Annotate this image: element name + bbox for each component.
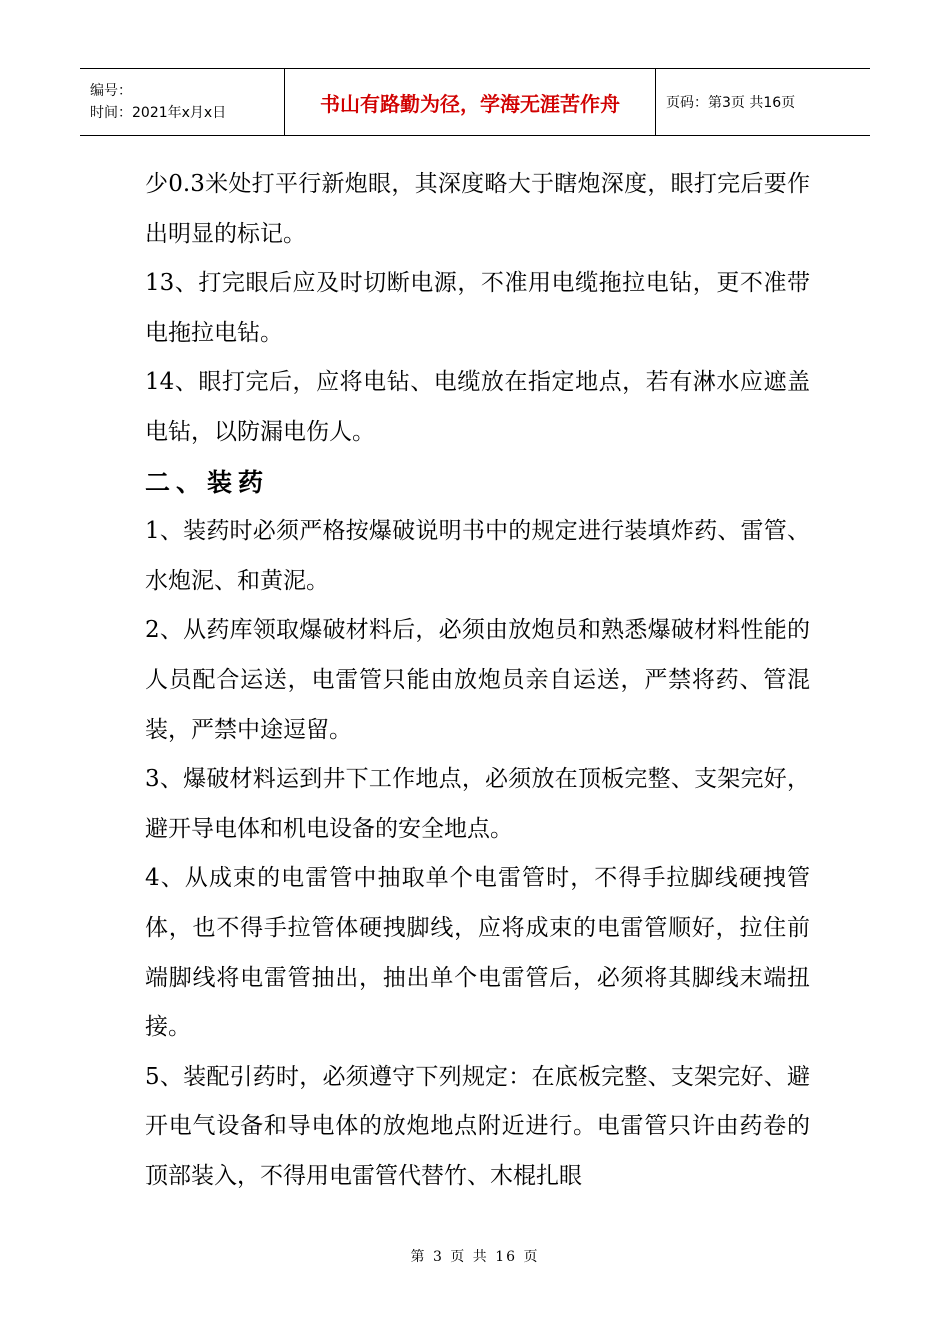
header-page-info: 页码：第3页 共16页 <box>666 95 796 111</box>
doc-time-label: 时间：2021年x月x日 <box>90 105 227 121</box>
header-motto-cell <box>284 69 656 135</box>
paragraph-3: 3、爆破材料运到井下工作地点，必须放在顶板完整、支架完好，避开导电体和机电设备的安全地点。 <box>145 766 810 842</box>
paragraph-continued: 少0.3米处打平行新炮眼，其深度略大于瞎炮深度，眼打完后要作出明显的标记。 <box>145 171 810 247</box>
paragraph-4: 4、从成束的电雷管中抽取单个电雷管时，不得手拉脚线硬拽管体，也不得手拉管体硬拽脚线，应将成束的电雷管顺好，拉住前端脚线将电雷管抽出，抽出单个电雷管后，必须将其脚线末端扭接。 <box>145 865 810 1041</box>
header-motto: 书山有路勤为径，学海无涯苦作舟 <box>320 91 620 116</box>
section-title: 二、装药 <box>145 467 270 497</box>
paragraph-14: 14、眼打完后，应将电钻、电缆放在指定地点，若有淋水应遮盖电钻，以防漏电伤人。 <box>145 369 810 445</box>
header-meta <box>80 69 284 135</box>
page-header <box>80 68 870 136</box>
paragraph-13: 13、打完眼后应及时切断电源，不准用电缆拖拉电钻，更不准带电拖拉电钻。 <box>145 270 810 346</box>
paragraph-2: 2、从药库领取爆破材料后，必须由放炮员和熟悉爆破材料性能的人员配合运送，电雷管只能由放炮员亲自运送，严禁将药、管混装，严禁中途逗留。 <box>145 617 810 743</box>
header-page-cell <box>656 69 870 135</box>
paragraph-5: 5、装配引药时，必须遵守下列规定：在底板完整、支架完好、避开电气设备和导电体的放炮地点附近进行。电雷管只许由药卷的顶部装入，不得用电雷管代替竹、木棍扎眼 <box>145 1063 810 1189</box>
page-footer: 第 3 页 共 16 页 <box>410 1249 540 1265</box>
paragraph-1: 1、装药时必须严格按爆破说明书中的规定进行装填炸药、雷管、水炮泥、和黄泥。 <box>145 518 810 594</box>
doc-number-label: 编号： <box>90 83 132 99</box>
document-body <box>145 160 810 1201</box>
